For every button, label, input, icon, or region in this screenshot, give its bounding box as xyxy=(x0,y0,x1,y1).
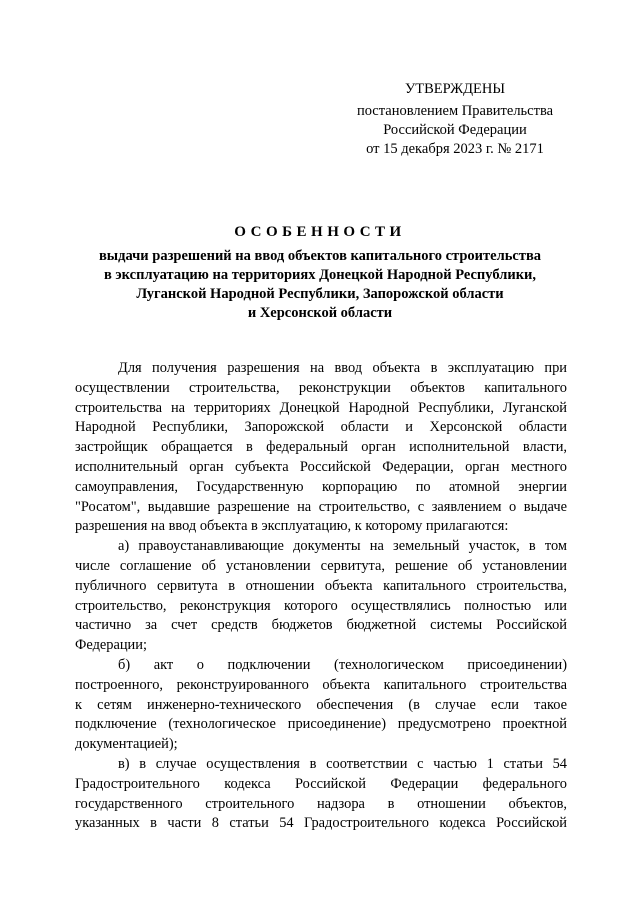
body-line: Для получения разрешения на ввод объекта в эксплуатацию при xyxy=(118,360,567,376)
body-line: "Росатом", выдавшие разрешение на строительство, с заявлением о выдаче xyxy=(75,498,567,515)
body-line: осуществлении строительства, реконструкции объектов капитального xyxy=(75,379,567,396)
body-line: Народной Республики, Запорожской области и Херсонской области xyxy=(75,419,567,436)
body-line: частично за счет средств бюджетов бюджетной системы Российской xyxy=(75,617,567,634)
subtitle-line: выдачи разрешений на ввод объектов капитального строительства xyxy=(98,248,542,264)
approval-line: Российской Федерации xyxy=(383,122,527,138)
body-line: строительство, реконструкция которого осуществлялись полностью или xyxy=(75,597,567,614)
body-line: Градостроительного кодекса Российской Федерации федерального xyxy=(75,775,567,792)
body-line: разрешения на ввод объекта в эксплуатацию, к которому прилагаются: xyxy=(75,518,509,535)
body-line: в) в случае осуществления в соответствии с частью 1 статьи 54 xyxy=(118,755,567,772)
subtitle-line: Луганской Народной Республики, Запорожской области xyxy=(136,286,504,302)
approval-stamp xyxy=(340,80,570,159)
document-title: ОСОБЕННОСТИ xyxy=(234,224,406,240)
body-line: документацией); xyxy=(75,736,178,753)
subtitle-line: и Херсонской области xyxy=(247,305,393,321)
approval-title: УТВЕРЖДЕНЫ xyxy=(404,81,506,97)
body-line: застройщик обращается в федеральный орган исполнительной власти, xyxy=(75,439,567,456)
body-line: самоуправления, Государственную корпорацию по атомной энергии xyxy=(75,478,567,495)
body-line: построенного, реконструированного объекта капитального строительства xyxy=(75,676,567,693)
body-line: а) правоустанавливающие документы на земельный участок, в том xyxy=(118,538,567,555)
body-line: Федерации; xyxy=(75,637,147,654)
body-line: указанных в части 8 статьи 54 Градостроительного кодекса Российской xyxy=(75,815,567,832)
body-line: публичного сервитута в отношении объекта капитального строительства, xyxy=(75,577,567,594)
approval-line: от 15 декабря 2023 г. № 2171 xyxy=(366,141,544,157)
body-line: числе соглашение об установлении сервитута, решение об установлении xyxy=(75,557,567,574)
approval-line: постановлением Правительства xyxy=(356,103,554,119)
document-body xyxy=(75,359,567,834)
document-subtitle xyxy=(60,247,580,323)
body-line: б) акт о подключении (технологическом присоединении) xyxy=(118,656,567,673)
body-line: исполнительный орган субъекта Российской Федерации, орган местного xyxy=(75,458,567,475)
body-line: к сетям инженерно-технического обеспечения (в случае если такое xyxy=(75,696,567,713)
body-line: строительства на территориях Донецкой Народной Республики, Луганской xyxy=(75,399,567,416)
body-line: государственного строительного надзора в отношении объектов, xyxy=(75,795,567,812)
body-line: подключение (технологическое присоединение) предусмотрено проектной xyxy=(75,716,567,733)
subtitle-line: в эксплуатацию на территориях Донецкой Народной Республики, xyxy=(103,267,537,283)
